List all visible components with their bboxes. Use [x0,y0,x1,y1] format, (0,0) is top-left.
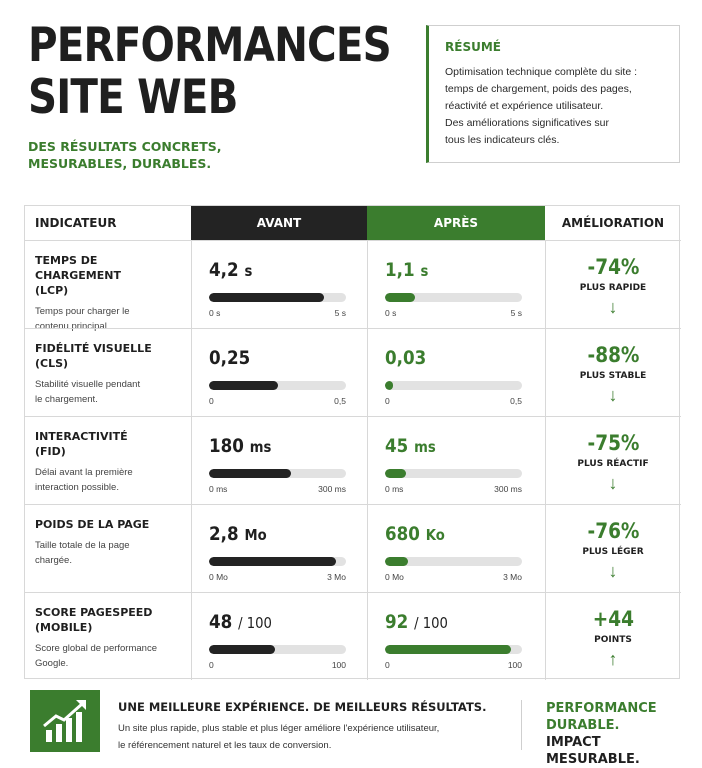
before-value: 0,25 [209,347,251,369]
column-divider [191,241,192,328]
improvement-cell [545,519,681,581]
before-progress-fill [209,469,291,478]
arrow-up-icon: ↑ [608,649,618,669]
after-scale-max: 300 ms [494,484,522,494]
before-scale-max: 100 [331,660,346,670]
column-divider [191,417,192,504]
before-value: 180 ms [209,435,272,457]
after-progress-fill [385,469,406,478]
improvement-cell [545,343,681,405]
before-value: 2,8 Mo [209,523,267,545]
arrow-down-icon: ↓ [608,297,618,317]
before-progress-track [209,381,346,390]
page-title: PERFORMANCES SITE WEB [28,18,391,125]
after-progress-fill [385,645,511,654]
footer-title: UNE MEILLEURE EXPÉRIENCE. DE MEILLEURS RÉSULTATS. [118,700,487,714]
arrow-down-icon: ↓ [608,473,618,493]
after-value: 92 / 100 [385,611,448,633]
improvement-cell [545,255,681,317]
header-indicator: INDICATEUR [35,216,117,230]
indicator-cell [35,253,185,334]
footer-banner [24,690,680,767]
before-scale-min: 0 [209,396,214,406]
before-scale-max: 300 ms [318,484,346,494]
improvement-value: -76% [587,519,639,543]
after-progress-track [385,293,522,302]
before-progress-fill [209,645,275,654]
indicator-name: SCORE PAGESPEED (MOBILE) [35,606,153,634]
improvement-label: PLUS STABLE [579,371,647,381]
table-row [25,328,681,416]
after-scale-max: 100 [507,660,522,670]
indicator-description: Temps pour charger le contenu principal. [35,306,130,332]
column-divider [191,593,192,680]
after-value: 1,1 s [385,259,429,281]
indicator-name: INTERACTIVITÉ (FID) [35,430,128,458]
summary-box [426,25,680,163]
after-scale-min: 0 s [385,308,397,318]
footer-tagline: PERFORMANCE DURABLE. IMPACT MESURABLE. [546,701,657,767]
arrow-down-icon: ↓ [608,385,618,405]
title-block [28,20,408,172]
after-progress-fill [385,381,393,390]
after-value: 680 Ko [385,523,445,545]
before-value: 4,2 s [209,259,253,281]
before-progress-fill [209,557,336,566]
before-scale-max: 5 s [334,308,346,318]
performance-table [24,205,680,679]
before-progress-track [209,293,346,302]
indicator-cell [35,517,185,568]
indicator-cell [35,605,185,671]
before-scale-min: 0 s [209,308,221,318]
before-progress-fill [209,381,278,390]
after-value: 45 ms [385,435,436,457]
arrow-down-icon: ↓ [608,561,618,581]
before-progress-track [209,469,346,478]
column-divider [367,505,368,592]
improvement-value: -75% [587,431,639,455]
summary-text: Optimisation technique complète du site : temps de chargement, poids des pages, réactivité et expérience utilisateur. Des améliorations significatives sur tous les indicateurs clés. [445,66,638,146]
table-row [25,240,681,332]
indicator-cell [35,341,185,407]
improvement-cell [545,607,681,669]
header-before: AVANT [191,206,367,240]
improvement-value: -88% [587,343,639,367]
footer-description: Un site plus rapide, plus stable et plus léger améliore l'expérience utilisateur, le référencement naturel et les taux de conversion. [118,723,440,751]
improvement-label: PLUS RÉACTIF [577,459,649,469]
column-divider [191,329,192,416]
before-scale-max: 3 Mo [327,572,346,582]
column-divider [367,329,368,416]
indicator-name: TEMPS DE CHARGEMENT (LCP) [35,254,121,297]
after-scale-min: 0 Mo [385,572,404,582]
before-scale-min: 0 ms [209,484,228,494]
after-scale-max: 0,5 [510,396,522,406]
after-progress-fill [385,557,408,566]
page-subtitle: DES RÉSULTATS CONCRETS, MESURABLES, DURABLES. [28,139,222,171]
before-progress-track [209,645,346,654]
summary-title: RÉSUMÉ [445,40,501,54]
improvement-value: -74% [587,255,639,279]
column-divider [191,505,192,592]
column-divider [367,593,368,680]
before-progress-fill [209,293,324,302]
indicator-description: Stabilité visuelle pendant le chargement. [35,379,141,405]
improvement-cell [545,431,681,493]
after-progress-track [385,381,522,390]
before-value: 48 / 100 [209,611,272,633]
after-scale-max: 5 s [510,308,522,318]
improvement-label: POINTS [594,635,632,645]
table-row [25,416,681,504]
before-scale-max: 0,5 [334,396,346,406]
before-scale-min: 0 [209,660,214,670]
after-scale-min: 0 [385,660,390,670]
after-progress-track [385,645,522,654]
indicator-description: Taille totale de la page chargée. [35,540,130,566]
header-improvement: AMÉLIORATION [561,216,665,230]
before-progress-track [209,557,346,566]
footer-divider [521,700,522,750]
after-value: 0,03 [385,347,427,369]
after-progress-track [385,557,522,566]
improvement-label: PLUS RAPIDE [579,283,647,293]
indicator-cell [35,429,185,495]
improvement-label: PLUS LÉGER [582,547,644,557]
growth-chart-icon [30,690,100,752]
header-after: APRÈS [367,206,545,240]
table-row [25,592,681,680]
indicator-description: Score global de performance Google. [35,643,157,669]
table-row [25,504,681,592]
after-scale-min: 0 ms [385,484,404,494]
before-scale-min: 0 Mo [209,572,228,582]
indicator-description: Délai avant la première interaction possible. [35,467,133,493]
column-divider [367,417,368,504]
after-progress-fill [385,293,415,302]
indicator-name: FIDÉLITÉ VISUELLE (CLS) [35,342,152,370]
after-progress-track [385,469,522,478]
indicator-name: POIDS DE LA PAGE [35,518,150,531]
after-scale-min: 0 [385,396,390,406]
improvement-value: +44 [592,607,634,631]
after-scale-max: 3 Mo [503,572,522,582]
column-divider [367,241,368,328]
